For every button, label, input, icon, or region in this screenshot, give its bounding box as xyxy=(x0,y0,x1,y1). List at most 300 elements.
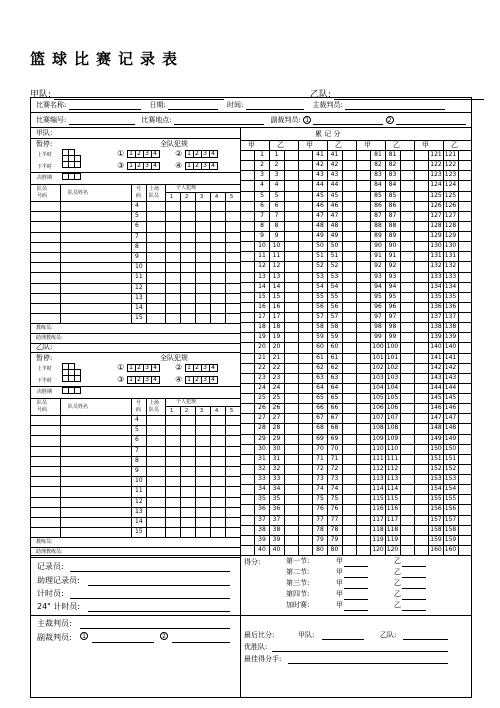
score-number: 78 xyxy=(316,525,324,533)
circle-1-icon: 1 xyxy=(303,116,311,124)
team-b-player-number: 13 xyxy=(135,507,143,515)
team-a-col-name: 队员姓名 xyxy=(68,190,89,196)
score-number: 56 xyxy=(330,302,339,310)
final-team-a-label: 甲队: xyxy=(298,631,315,639)
team-b-foul-col-3: 3 xyxy=(200,408,204,414)
score-number: 25 xyxy=(258,394,266,401)
score-number: 138 xyxy=(444,323,457,331)
foul-box[interactable]: 3 xyxy=(143,151,151,158)
score-number: 54 xyxy=(316,282,324,290)
period-2-team-a: 甲 xyxy=(336,568,343,576)
score-number: 73 xyxy=(330,475,339,482)
team-b-foul-row-1-1[interactable] xyxy=(173,376,218,384)
score-number: 2 xyxy=(274,161,279,169)
score-number: 139 xyxy=(430,333,442,341)
score-number: 112 xyxy=(372,464,384,472)
referee-field[interactable] xyxy=(345,101,445,110)
score-number: 1 xyxy=(260,151,264,158)
score-number: 103 xyxy=(372,373,384,381)
score-number: 129 xyxy=(430,232,442,239)
score-number: 151 xyxy=(444,454,457,462)
score-number: 4 xyxy=(260,181,264,189)
score-number: 61 xyxy=(316,353,324,361)
foul-box[interactable]: 2 xyxy=(135,163,143,170)
score-number: 98 xyxy=(388,323,397,331)
score-summary-label: 得分: xyxy=(244,558,261,566)
score-number: 16 xyxy=(272,302,281,310)
score-number: 35 xyxy=(258,495,266,503)
score-number: 11 xyxy=(258,252,266,260)
assist-ref-1-field[interactable] xyxy=(313,116,383,125)
team-a-player-number: 4 xyxy=(135,202,139,209)
score-number: 109 xyxy=(386,434,399,442)
team-b-foul-col-4: 4 xyxy=(215,408,219,414)
team-b-foul-col-5: 5 xyxy=(230,408,234,414)
score-number: 19 xyxy=(258,333,266,341)
period-2-team-b: 乙 xyxy=(394,568,401,576)
score-number: 137 xyxy=(430,313,442,320)
score-number: 82 xyxy=(388,161,397,169)
score-number: 57 xyxy=(330,313,339,320)
foul-box[interactable]: 2 xyxy=(193,377,201,384)
score-number: 122 xyxy=(430,161,442,169)
foul-box[interactable]: 3 xyxy=(143,365,151,372)
score-number: 59 xyxy=(316,333,324,341)
score-number: 5 xyxy=(260,191,264,199)
foul-box[interactable]: 4 xyxy=(209,163,217,170)
assist-referee-2-field[interactable] xyxy=(172,642,230,643)
score-number: 27 xyxy=(258,414,266,422)
foul-box[interactable]: 1 xyxy=(185,163,193,170)
score-number: 93 xyxy=(388,272,397,280)
final-team-a-field[interactable] xyxy=(322,639,364,640)
score-number: 89 xyxy=(388,232,397,239)
scorer-field[interactable] xyxy=(70,571,230,572)
score-number: 125 xyxy=(430,191,442,199)
score-number: 110 xyxy=(386,444,399,452)
date-label: 日期: xyxy=(149,101,166,109)
score-number: 131 xyxy=(430,252,442,260)
score-number: 62 xyxy=(316,363,324,371)
score-number: 23 xyxy=(258,373,266,381)
score-number: 103 xyxy=(386,373,399,381)
score-number: 134 xyxy=(444,282,457,290)
score-number: 143 xyxy=(430,373,442,381)
foul-box[interactable]: 1 xyxy=(127,365,135,372)
foul-box[interactable]: 1 xyxy=(185,365,193,372)
team-a-foul-row-0-0[interactable] xyxy=(115,150,160,158)
score-number: 84 xyxy=(388,181,397,189)
score-number: 109 xyxy=(372,434,384,442)
team-a-foul-col-2: 2 xyxy=(185,194,189,200)
team-b-player-number: 4 xyxy=(135,416,139,423)
foul-box[interactable]: 4 xyxy=(151,163,159,170)
score-number: 47 xyxy=(316,211,324,219)
foul-box[interactable]: 3 xyxy=(143,377,151,384)
score-number: 5 xyxy=(274,191,279,199)
score-number: 30 xyxy=(258,444,266,452)
foul-box[interactable]: 4 xyxy=(151,377,159,384)
score-number: 157 xyxy=(430,515,442,523)
main-referee-label: 主裁判员: xyxy=(37,619,72,628)
team-b-player-number: 12 xyxy=(135,497,143,505)
team-a-timeout-boxes[interactable] xyxy=(62,149,81,168)
score-col-team-b-2: 乙 xyxy=(393,141,400,149)
score-number: 113 xyxy=(386,475,399,482)
foul-box[interactable]: 4 xyxy=(151,365,159,372)
score-number: 147 xyxy=(444,414,457,422)
foul-box[interactable]: 2 xyxy=(193,151,201,158)
score-number: 86 xyxy=(388,201,397,209)
score-number: 113 xyxy=(372,475,384,482)
team-a-timeout-label: 暂停: xyxy=(36,140,53,148)
venue-field[interactable] xyxy=(174,116,264,125)
score-number: 9 xyxy=(274,232,279,239)
score-number: 133 xyxy=(430,272,442,280)
score-number: 52 xyxy=(330,262,339,270)
team-a-player-number: 15 xyxy=(135,314,143,322)
match-number-field[interactable] xyxy=(69,116,135,125)
score-number: 75 xyxy=(316,495,324,503)
score-number: 53 xyxy=(330,272,339,280)
team-a-player-number: 11 xyxy=(135,273,143,281)
score-number: 92 xyxy=(374,262,382,270)
period-3-label: 第三节: xyxy=(286,579,310,587)
quarter-number: ② xyxy=(175,149,183,158)
score-number: 38 xyxy=(272,525,281,533)
quarter-number: ④ xyxy=(175,375,183,384)
score-number: 141 xyxy=(430,353,442,361)
shot-clock-label: 24" 计时员: xyxy=(37,602,81,611)
score-col-team-a-3: 甲 xyxy=(422,141,429,149)
score-number: 39 xyxy=(272,535,281,543)
team-b-col-num: 号 xyxy=(136,400,142,406)
score-number: 121 xyxy=(430,151,442,158)
team-b-player-number: 11 xyxy=(135,487,143,495)
score-number: 41 xyxy=(316,151,324,158)
score-number: 32 xyxy=(258,464,266,472)
score-col-team-b-1: 乙 xyxy=(335,141,342,149)
team-a-foul-row-0-1[interactable] xyxy=(173,150,218,158)
main-referee-field[interactable] xyxy=(80,628,230,629)
score-number: 84 xyxy=(374,181,382,189)
score-number: 154 xyxy=(430,485,442,493)
quarter-number: ④ xyxy=(175,161,183,170)
score-number: 99 xyxy=(374,333,382,341)
team-b-foul-row-0-1[interactable] xyxy=(173,364,218,372)
team-b-player-number: 5 xyxy=(135,426,139,434)
score-number: 51 xyxy=(316,252,324,260)
team-b-player-number: 6 xyxy=(135,436,139,444)
score-number: 128 xyxy=(444,221,457,229)
score-number: 101 xyxy=(372,353,384,361)
score-number: 79 xyxy=(316,535,324,543)
team-b-timeout-boxes[interactable] xyxy=(62,363,81,382)
team-b-col-start2: 队员 xyxy=(149,407,160,413)
winner-label: 优胜队: xyxy=(244,643,268,651)
team-a-col-number-sub: 号码 xyxy=(37,193,48,199)
score-number: 78 xyxy=(330,525,339,533)
period-4-team-b: 乙 xyxy=(394,590,401,598)
score-number: 77 xyxy=(330,515,339,523)
score-number: 10 xyxy=(258,242,266,250)
score-number: 39 xyxy=(258,535,266,543)
score-number: 15 xyxy=(258,292,266,300)
score-number: 18 xyxy=(258,323,266,331)
foul-box[interactable]: 3 xyxy=(143,163,151,170)
score-number: 3 xyxy=(274,171,279,179)
score-number: 22 xyxy=(258,363,266,371)
team-b-second-half: 下半时 xyxy=(37,378,53,384)
score-number: 148 xyxy=(430,424,442,432)
team-b-col-personal: 个人犯规 xyxy=(176,399,197,405)
score-number: 33 xyxy=(272,475,281,482)
score-number: 91 xyxy=(388,252,397,260)
score-number: 98 xyxy=(374,323,382,331)
circle-2-icon: 2 xyxy=(386,116,394,124)
score-number: 159 xyxy=(430,535,442,543)
score-number: 147 xyxy=(430,414,442,422)
match-name-label: 比赛名称: xyxy=(36,101,67,109)
foul-box[interactable]: 4 xyxy=(209,151,217,158)
running-score-header: 累 记 分 xyxy=(315,130,341,138)
score-number: 133 xyxy=(444,272,457,280)
foul-box[interactable]: 4 xyxy=(151,151,159,158)
score-number: 21 xyxy=(272,353,281,361)
team-a-overtime-box[interactable] xyxy=(62,173,81,180)
team-b-col-num2: 码 xyxy=(136,407,142,413)
score-number: 64 xyxy=(330,383,339,391)
score-number: 10 xyxy=(272,242,281,250)
score-number: 96 xyxy=(388,302,397,310)
quarter-number: ① xyxy=(117,363,125,372)
team-b-foul-row-0-0[interactable] xyxy=(115,364,160,372)
score-number: 141 xyxy=(444,353,457,361)
foul-box[interactable]: 1 xyxy=(127,151,135,158)
score-number: 91 xyxy=(374,252,382,260)
team-a-col-num2: 码 xyxy=(136,193,142,199)
score-number: 60 xyxy=(330,343,339,351)
timer-field[interactable] xyxy=(70,598,230,599)
final-team-b-field[interactable] xyxy=(403,639,448,640)
score-number: 123 xyxy=(430,171,442,179)
score-number: 112 xyxy=(386,464,399,472)
score-number: 17 xyxy=(258,313,266,320)
score-number: 62 xyxy=(330,363,339,371)
quarter-number: ③ xyxy=(117,375,125,384)
score-number: 28 xyxy=(258,424,266,432)
foul-box[interactable]: 3 xyxy=(201,365,209,372)
score-number: 127 xyxy=(444,211,457,219)
foul-box[interactable]: 1 xyxy=(127,163,135,170)
team-a-player-number: 8 xyxy=(135,242,139,250)
score-number: 58 xyxy=(330,323,339,331)
score-number: 92 xyxy=(388,262,397,270)
score-number: 67 xyxy=(330,414,339,422)
score-number: 143 xyxy=(444,373,457,381)
winner-field[interactable] xyxy=(272,651,448,652)
time-field[interactable] xyxy=(246,101,304,110)
score-number: 86 xyxy=(374,201,382,209)
score-number: 44 xyxy=(316,181,324,189)
score-number: 8 xyxy=(274,221,279,229)
score-number: 97 xyxy=(374,313,382,320)
team-a-foul-col-3: 3 xyxy=(200,194,204,200)
foul-box[interactable]: 4 xyxy=(209,365,217,372)
score-number: 155 xyxy=(430,495,442,503)
foul-box[interactable]: 1 xyxy=(185,377,193,384)
period-5-label: 加时赛: xyxy=(286,601,310,609)
assist-ref-label: 副裁判员: xyxy=(270,116,301,124)
assist-ref-2-field[interactable] xyxy=(396,116,466,125)
score-number: 51 xyxy=(330,252,339,260)
score-number: 48 xyxy=(316,221,324,229)
period-1-team-a: 甲 xyxy=(336,557,343,565)
score-number: 123 xyxy=(444,171,457,179)
team-b-asst-coach-label: 助理教练员: xyxy=(36,549,63,556)
score-number: 129 xyxy=(444,232,457,239)
team-b-overtime-box[interactable] xyxy=(62,387,81,394)
score-number: 71 xyxy=(316,454,324,462)
score-number: 49 xyxy=(330,232,339,239)
score-number: 28 xyxy=(272,424,281,432)
team-b-player-number: 8 xyxy=(135,456,139,464)
assist-referee-label: 副裁判员: xyxy=(37,633,72,642)
score-number: 89 xyxy=(374,232,382,239)
score-number: 2 xyxy=(260,161,264,169)
score-number: 30 xyxy=(272,444,281,452)
score-number: 139 xyxy=(444,333,457,341)
score-number: 83 xyxy=(374,171,382,179)
foul-box[interactable]: 2 xyxy=(193,365,201,372)
team-b-col-start: 上场 xyxy=(149,400,160,406)
date-field[interactable] xyxy=(168,101,218,110)
asst-scorer-field[interactable] xyxy=(88,585,230,586)
score-number: 142 xyxy=(444,363,457,371)
score-number: 120 xyxy=(372,545,384,553)
team-a-foul-col-4: 4 xyxy=(215,194,219,200)
score-number: 101 xyxy=(386,353,399,361)
score-number: 118 xyxy=(386,525,399,533)
score-number: 34 xyxy=(272,485,281,493)
team-a-foul-row-1-0[interactable] xyxy=(115,162,160,170)
page-title: 篮球比赛记录表 xyxy=(30,50,185,68)
score-number: 97 xyxy=(388,313,397,320)
score-number: 82 xyxy=(374,161,382,169)
score-number: 29 xyxy=(258,434,266,442)
best-scorer-field[interactable] xyxy=(288,663,448,664)
score-number: 70 xyxy=(330,444,339,452)
foul-box[interactable]: 4 xyxy=(209,377,217,384)
team-b-overtime: 决胜期 xyxy=(37,389,53,395)
team-a-col-player: 队员 xyxy=(37,186,48,192)
score-number: 77 xyxy=(316,515,324,523)
shot-clock-field[interactable] xyxy=(88,611,230,612)
score-number: 4 xyxy=(274,181,279,189)
score-number: 150 xyxy=(430,444,442,452)
team-a-foul-row-1-1[interactable] xyxy=(173,162,218,170)
score-number: 87 xyxy=(388,211,397,219)
foul-box[interactable]: 1 xyxy=(185,151,193,158)
score-number: 54 xyxy=(330,282,339,290)
score-number: 40 xyxy=(258,545,266,553)
team-a-foul-col-1: 1 xyxy=(170,194,174,200)
team-a-player-number: 9 xyxy=(135,253,139,260)
score-number: 130 xyxy=(444,242,457,250)
score-number: 152 xyxy=(430,464,442,472)
score-number: 55 xyxy=(316,292,324,300)
score-number: 114 xyxy=(372,485,384,493)
team-a-col-start: 上场 xyxy=(149,186,160,192)
score-number: 45 xyxy=(316,191,324,199)
score-number: 37 xyxy=(272,515,281,523)
team-a-name-label: 甲队: xyxy=(36,129,53,137)
foul-box[interactable]: 2 xyxy=(135,151,143,158)
score-number: 102 xyxy=(372,363,384,371)
score-number: 122 xyxy=(444,161,457,169)
team-a-asst-coach-label: 助理教练员: xyxy=(36,335,63,342)
score-number: 144 xyxy=(444,383,457,391)
score-number: 118 xyxy=(372,525,384,533)
foul-box[interactable]: 3 xyxy=(201,163,209,170)
circle-2-icon: 2 xyxy=(160,632,168,640)
score-number: 99 xyxy=(388,333,397,341)
score-number: 15 xyxy=(272,292,281,300)
team-a-fouls-label: 全队犯规 xyxy=(160,140,188,148)
score-number: 108 xyxy=(372,424,384,432)
score-number: 160 xyxy=(430,545,442,553)
score-number: 79 xyxy=(330,535,339,543)
score-number: 29 xyxy=(272,434,281,442)
foul-box[interactable]: 2 xyxy=(193,163,201,170)
score-number: 66 xyxy=(330,404,339,412)
foul-box[interactable]: 3 xyxy=(201,377,209,384)
foul-box[interactable]: 1 xyxy=(127,377,135,384)
score-number: 75 xyxy=(330,495,339,503)
score-number: 18 xyxy=(272,323,281,331)
foul-box[interactable]: 2 xyxy=(135,377,143,384)
score-number: 20 xyxy=(258,343,266,351)
score-number: 76 xyxy=(316,505,324,513)
assist-referee-1-field[interactable] xyxy=(92,642,154,643)
score-number: 74 xyxy=(316,485,324,493)
score-number: 124 xyxy=(444,181,457,189)
score-number: 56 xyxy=(316,302,324,310)
score-number: 110 xyxy=(372,444,384,452)
foul-box[interactable]: 2 xyxy=(135,365,143,372)
score-number: 130 xyxy=(430,242,442,250)
score-number: 159 xyxy=(444,535,457,543)
foul-box[interactable]: 3 xyxy=(201,151,209,158)
score-number: 106 xyxy=(386,404,399,412)
score-col-team-a-0: 甲 xyxy=(248,141,255,149)
score-number: 59 xyxy=(330,333,339,341)
score-number: 22 xyxy=(272,363,281,371)
match-name-field[interactable] xyxy=(69,101,141,110)
period-1-team-b: 乙 xyxy=(394,557,401,565)
score-number: 3 xyxy=(260,171,264,179)
score-number: 154 xyxy=(444,485,457,493)
score-number: 151 xyxy=(430,454,442,462)
period-3-team-b: 乙 xyxy=(394,579,401,587)
score-number: 124 xyxy=(430,181,442,189)
team-b-foul-row-1-0[interactable] xyxy=(115,376,160,384)
score-number: 32 xyxy=(272,464,281,472)
score-number: 12 xyxy=(272,262,281,270)
score-number: 72 xyxy=(316,464,324,472)
score-number: 37 xyxy=(258,515,266,523)
score-number: 94 xyxy=(374,282,382,290)
